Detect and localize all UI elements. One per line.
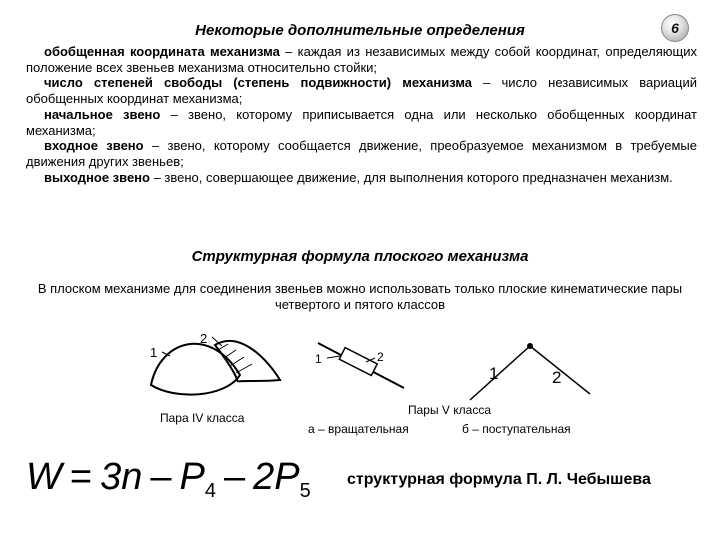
chebyshev-formula bbox=[26, 456, 311, 503]
formula-minus-2: – bbox=[223, 456, 246, 498]
definition-text: – звено, совершающее движение, для выполнения которого предназначен механизм. bbox=[149, 169, 673, 185]
hinge-joint bbox=[527, 343, 533, 349]
pair-v-rot-diagram bbox=[470, 343, 590, 400]
pair-v-rot-label-2: 2 bbox=[552, 368, 562, 387]
caption-translational: б – поступательная bbox=[462, 422, 571, 436]
pair-iv-label-1: 1 bbox=[150, 345, 158, 360]
formula-3n: 3n bbox=[100, 456, 143, 498]
section-title: Структурная формула плоского механизма bbox=[191, 248, 529, 265]
formula-2p: 2P bbox=[253, 456, 300, 498]
pair-v-slide-label-1: 1 bbox=[315, 352, 322, 366]
formula-sub-5: 5 bbox=[299, 480, 311, 502]
slide-title: Некоторые дополнительные определения bbox=[195, 22, 525, 39]
pair-iv-link-1 bbox=[151, 344, 240, 395]
pair-iv-diagram bbox=[151, 337, 280, 395]
definition-text: – звено, которому приписывается одна или несколько обобщенных координат механизма; bbox=[26, 106, 697, 138]
definition-text: – каждая из независимых между собой координат, определяющих положение всех звеньев механизма относительно стойки; bbox=[26, 44, 697, 75]
pair-iv-caption: Пара IV класса bbox=[160, 411, 245, 425]
definition-term: обобщенная координата механизма bbox=[44, 44, 280, 59]
definition-term: начальное звено bbox=[44, 106, 161, 122]
formula-sub-4: 4 bbox=[204, 480, 216, 502]
pair-v-rot-label-1: 1 bbox=[489, 364, 499, 383]
slider-leader-1 bbox=[327, 356, 340, 358]
definition-term: число степеней свободы (степень подвижности) механизма bbox=[44, 75, 473, 91]
pair-v-slide-label-2: 2 bbox=[377, 350, 384, 364]
formula-p: P bbox=[179, 456, 205, 498]
definition-term: выходное звено bbox=[44, 169, 150, 185]
hinge-link-1 bbox=[470, 346, 530, 400]
pair-v-slide-diagram bbox=[318, 343, 404, 388]
definition-text: – звено, которому сообщается движение, преобразуемое механизмом в требуемые движения других звеньев; bbox=[26, 138, 698, 169]
pair-v-caption: Пары V класса bbox=[408, 403, 492, 417]
formula-w: W bbox=[26, 456, 62, 498]
formula-minus-1: – bbox=[150, 456, 172, 498]
caption-rotational: а – вращательная bbox=[308, 422, 409, 436]
definition-term: входное звено bbox=[44, 138, 144, 154]
pair-iv-label-2: 2 bbox=[200, 331, 208, 346]
pair-iv-link-2 bbox=[215, 341, 280, 382]
intro-text: В плоском механизме для соединения звеньев можно использовать только плоские кинематические пары четвертого и пятого классов bbox=[37, 281, 683, 312]
definition-text: – число независимых вариаций обобщенных координат механизма; bbox=[26, 75, 697, 107]
formula-equals: = bbox=[69, 456, 93, 498]
slider-block bbox=[339, 348, 377, 376]
page-number-badge: 6 bbox=[661, 14, 689, 42]
formula-caption: структурная формула П. Л. Чебышева bbox=[347, 471, 651, 488]
